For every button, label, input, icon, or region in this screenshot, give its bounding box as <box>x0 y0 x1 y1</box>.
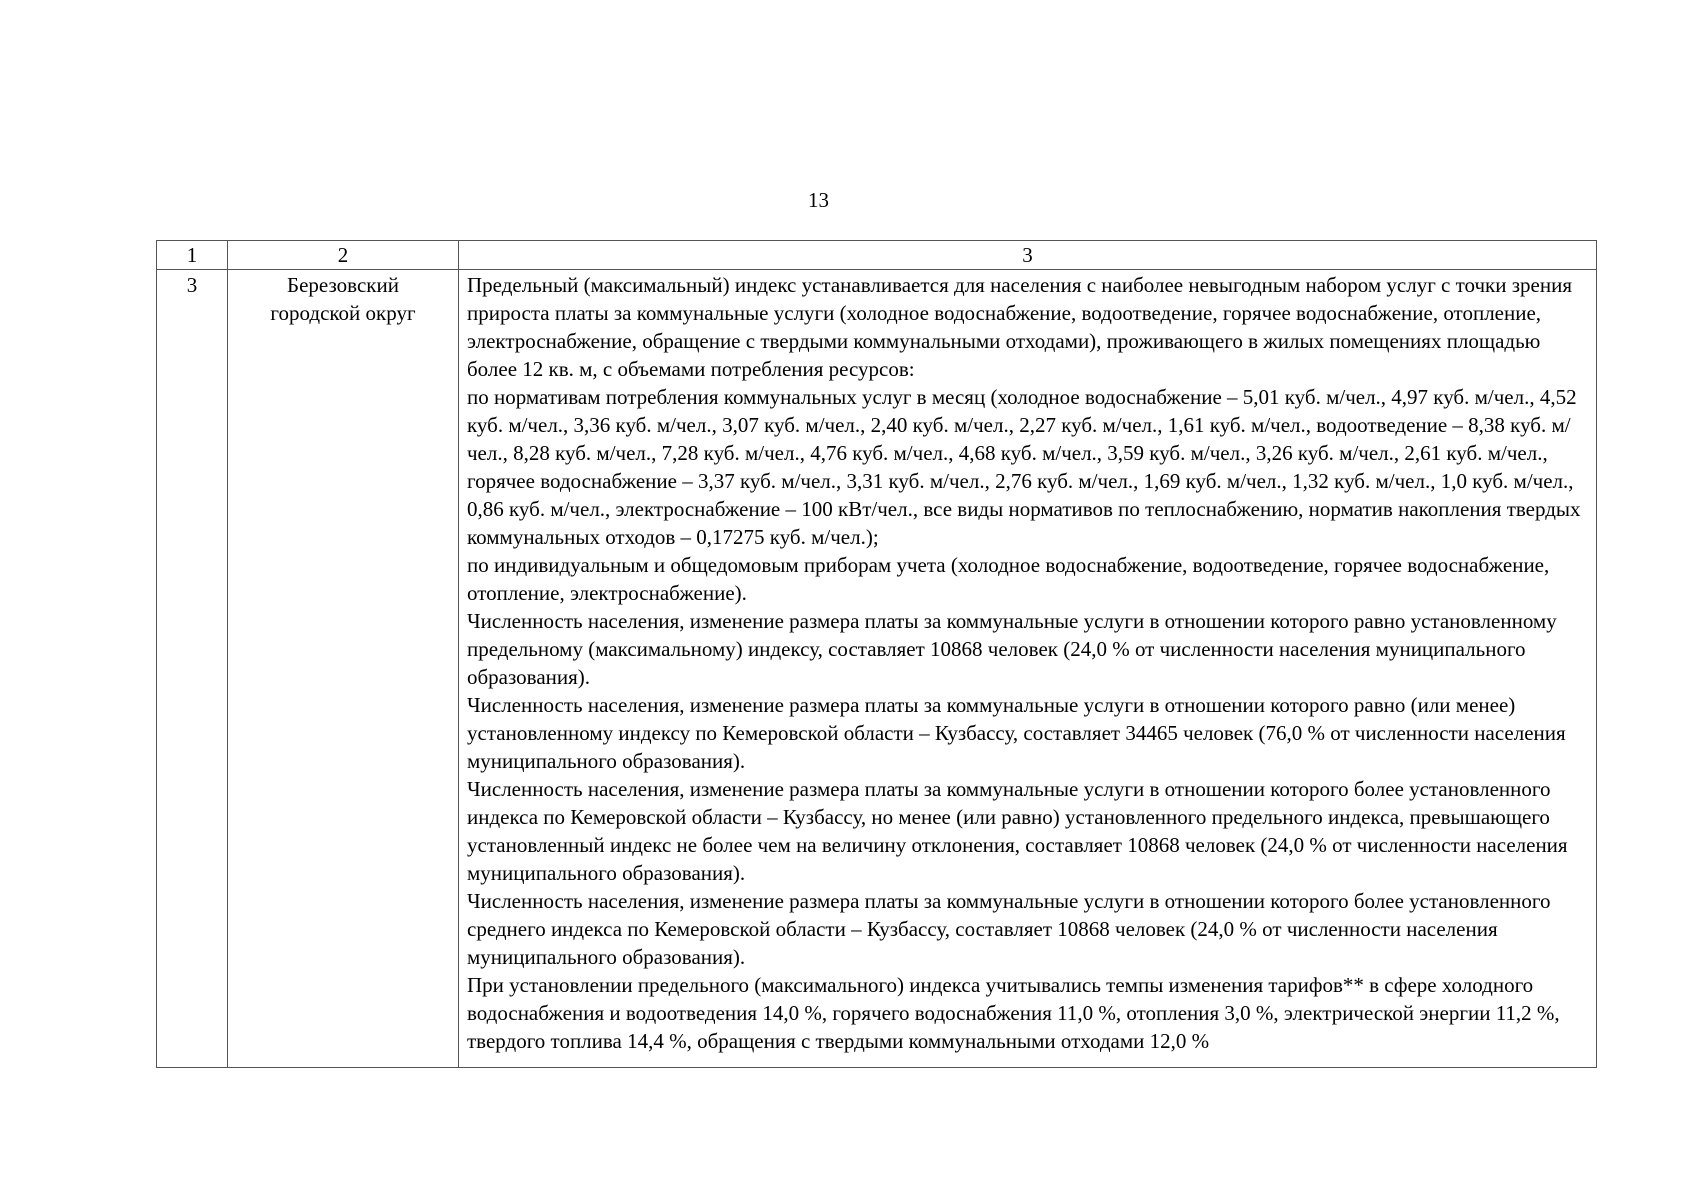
table-row <box>157 270 1597 1068</box>
paragraph-index-definition: Предельный (максимальный) индекс устанавливается для населения с наиболее невыгодным набором услуг с точки зрения прироста платы за коммунальные услуги (холодное водоснабжение, водоотведение, горячее водоснабжение, отопление, электроснабжение, обращение с твердыми коммунальными отходами), проживающего в жилых помещениях площадью более 12 кв. м, с объемами потребления ресурсов: <box>467 273 1572 381</box>
paragraph-metering-devices: по индивидуальным и общедомовым приборам учета (холодное водоснабжение, водоотведение, горячее водоснабжение, отопление, электроснабжение). <box>467 553 1550 605</box>
paragraph-population-equal-or-less: Численность населения, изменение размера платы за коммунальные услуги в отношении которого равно (или менее) установленному индексу по Кемеровской области – Кузбассу, составляет 34465 человек (76,0 % от численности населения муниципального образования). <box>467 693 1566 773</box>
header-col-1: 1 <box>157 241 228 270</box>
header-col-3: 3 <box>459 241 1597 270</box>
municipality-name-line-1: Березовский <box>287 273 399 297</box>
page-number: 13 <box>808 188 829 212</box>
paragraph-tariff-rates: При установлении предельного (максимального) индекса учитывались темпы изменения тарифов** в сфере холодного водоснабжения и водоотведения 14,0 %, горячего водоснабжения 11,0 %, отопления 3,0 %, электрической энергии 11,2 %, твердого топлива 14,4 %, обращения с твердыми коммунальными отходами 12,0 % <box>467 973 1560 1053</box>
paragraph-population-above-index: Численность населения, изменение размера платы за коммунальные услуги в отношении которого более установленного индекса по Кемеровской области – Кузбассу, но менее (или равно) установленного предельного индекса, превышающего установленный индекс не более чем на величину отклонения, составляет 10868 человек (24,0 % от численности населения муниципального образования). <box>467 777 1568 885</box>
paragraph-population-above-average: Численность населения, изменение размера платы за коммунальные услуги в отношении которого более установленного среднего индекса по Кемеровской области – Кузбассу, составляет 10868 человек (24,0 % от численности населения муниципального образования). <box>467 889 1551 969</box>
municipality-name <box>228 270 459 1068</box>
paragraph-population-equal-max: Численность населения, изменение размера платы за коммунальные услуги в отношении которого равно установленному предельному (максимальному) индексу, составляет 10868 человек (24,0 % от численности населения муниципального образования). <box>467 609 1557 689</box>
index-description <box>459 270 1597 1068</box>
paragraph-consumption-norms: по нормативам потребления коммунальных услуг в месяц (холодное водоснабжение – 5,01 куб. м/чел., 4,97 куб. м/чел., 4,52 куб. м/чел., 3,36 куб. м/чел., 3,07 куб. м/чел., 2,40 куб. м/чел., 2,27 куб. м/чел., 1,61 куб. м/чел., водоотведение – 8,38 куб. м/чел., 8,28 куб. м/чел., 7,28 куб. м/чел., 4,76 куб. м/чел., 4,68 куб. м/чел., 3,59 куб. м/чел., 3,26 куб. м/чел., 2,61 куб. м/чел., горячее водоснабжение – 3,37 куб. м/чел., 3,31 куб. м/чел., 2,76 куб. м/чел., 1,69 куб. м/чел., 1,32 куб. м/чел., 1,0 куб. м/чел., 0,86 куб. м/чел., электроснабжение – 100 кВт/чел., все виды нормативов по теплоснабжению, норматив накопления твердых коммунальных отходов – 0,17275 куб. м/чел.); <box>467 385 1581 549</box>
row-number: 3 <box>157 270 228 1068</box>
header-col-2: 2 <box>228 241 459 270</box>
municipality-name-line-2: городской округ <box>270 301 416 325</box>
municipality-index-table <box>156 240 1597 1068</box>
table-header-row <box>157 241 1597 270</box>
